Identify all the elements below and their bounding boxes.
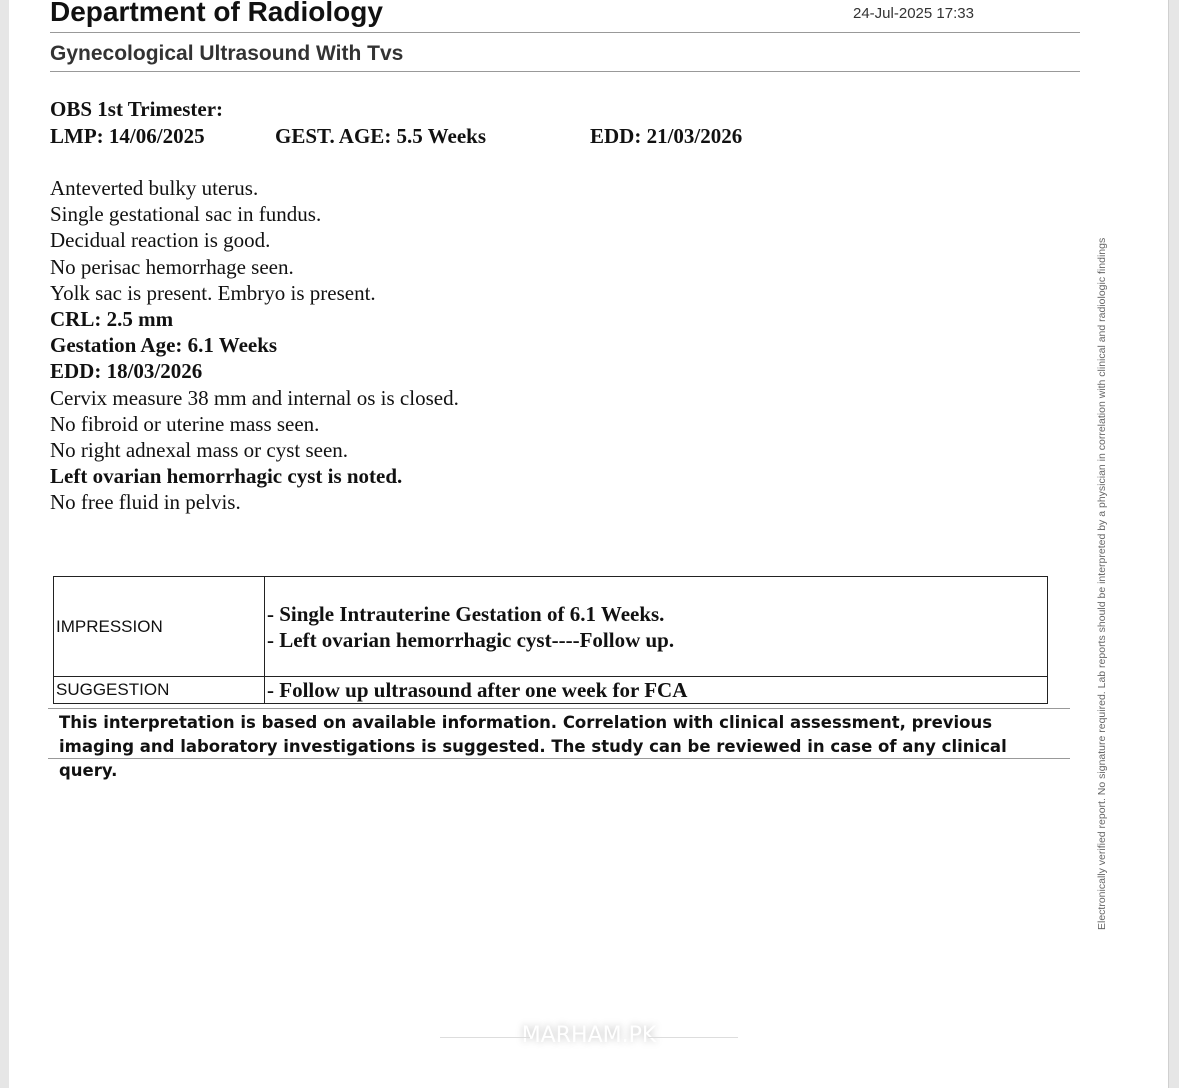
report-datetime: 24-Jul-2025 17:33	[853, 5, 974, 22]
impression-label: IMPRESSION	[54, 577, 265, 677]
page-edge-right	[1168, 0, 1179, 1088]
finding-line: Anteverted bulky uterus.	[50, 176, 259, 200]
disclaimer: This interpretation is based on available information. Correlation with clinical assessment, previous imaging and laboratory investigations is suggested. The study can be reviewed in case of any clinical query.	[59, 713, 1007, 780]
impression-table	[53, 576, 1048, 704]
watermark: MARHAM.PK	[440, 1023, 738, 1051]
finding-line: Left ovarian hemorrhagic cyst is noted.	[50, 464, 403, 489]
finding-line: No perisac hemorrhage seen.	[50, 254, 294, 279]
edd: EDD: 21/03/2026	[590, 124, 743, 148]
suggestion-text: - Follow up ultrasound after one week for FCA	[265, 677, 1048, 704]
finding-line: Decidual reaction is good.	[50, 228, 271, 253]
divider	[48, 758, 1070, 759]
divider	[48, 708, 1070, 709]
obs-heading: OBS 1st Trimester:	[50, 97, 224, 121]
finding-line: No free fluid in pelvis.	[50, 490, 241, 515]
gest-age: GEST. AGE: 5.5 Weeks	[275, 124, 487, 148]
finding-line: Cervix measure 38 mm and internal os is closed.	[50, 385, 459, 410]
finding-line: CRL: 2.5 mm	[50, 307, 174, 331]
page-edge-left	[0, 0, 9, 1088]
lmp: LMP: 14/06/2025	[50, 124, 205, 148]
department-title: Department of Radiology	[50, 0, 383, 27]
study-title: Gynecological Ultrasound With Tvs	[50, 42, 404, 65]
impression-text	[265, 577, 1048, 677]
finding-line: No right adnexal mass or cyst seen.	[50, 438, 349, 462]
divider	[50, 32, 1080, 33]
impression-line: - Single Intrauterine Gestation of 6.1 Weeks.	[267, 601, 665, 626]
finding-line: EDD: 18/03/2026	[50, 359, 203, 384]
impression-line: - Left ovarian hemorrhagic cyst----Follow up.	[267, 627, 675, 652]
finding-line: Gestation Age: 6.1 Weeks	[50, 333, 278, 358]
divider	[50, 71, 1080, 72]
finding-line: Yolk sac is present. Embryo is present.	[50, 280, 376, 305]
suggestion-label: SUGGESTION	[54, 677, 265, 704]
finding-line: No fibroid or uterine mass seen.	[50, 411, 320, 436]
finding-line: Single gestational sac in fundus.	[50, 202, 322, 227]
verification-note: Electronically verified report. No signature required. Lab reports should be interpreted by a physician in correlation with clinical and radiologic findings	[1096, 237, 1108, 930]
